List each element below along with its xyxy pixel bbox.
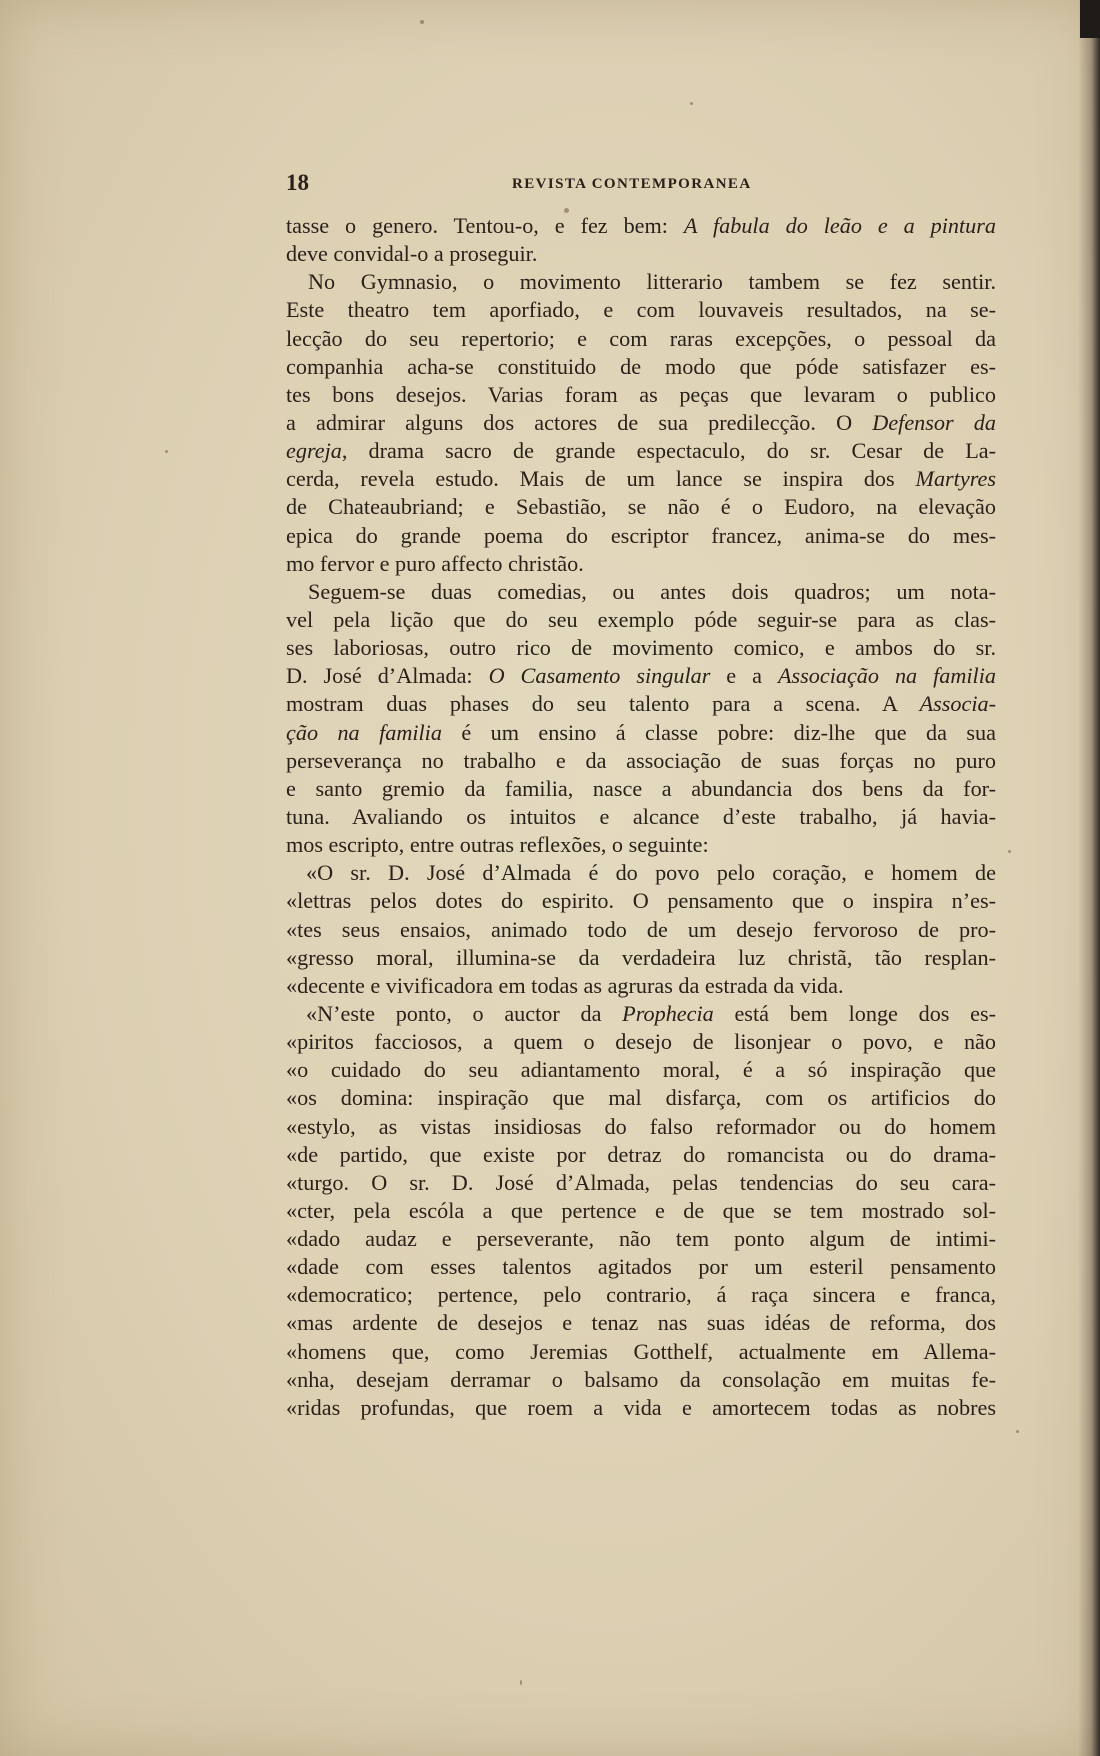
- text-line: [286, 437, 996, 465]
- text-segment: «dade com esses talentos agitados por um esteril pensamento: [286, 1254, 996, 1280]
- text-segment: «de partido, que existe por detraz do romancista ou do drama-: [286, 1141, 996, 1167]
- text-line: [286, 887, 996, 915]
- italic-title: Defensor da: [872, 409, 996, 435]
- text-line: [286, 1028, 996, 1056]
- text-line: [286, 522, 996, 550]
- text-segment: e a: [710, 663, 778, 689]
- text-line: [286, 1309, 996, 1337]
- text-line: [286, 662, 996, 690]
- text-line: [286, 606, 996, 634]
- text-segment: perseverança no trabalho e da associação de suas forças no puro: [286, 747, 996, 773]
- text-line: [286, 916, 996, 944]
- text-line: [286, 775, 996, 803]
- text-segment: «dado audaz e perseverante, não tem ponto algum de intimi-: [286, 1226, 996, 1252]
- text-segment: lecção do seu repertorio; e com raras excepções, o pessoal da: [286, 325, 996, 351]
- paragraph: [286, 578, 996, 859]
- text-line: [286, 634, 996, 662]
- paper-speck: [1016, 1430, 1019, 1433]
- text-segment: D. José d’Almada:: [286, 663, 489, 689]
- text-segment: «estylo, as vistas insidiosas do falso reformador ou do homem: [286, 1113, 996, 1139]
- text-segment: vel pela lição que do seu exemplo póde seguir-se para as clas-: [286, 606, 996, 632]
- text-line: [286, 719, 996, 747]
- text-segment: tasse o genero. Tentou-o, e fez bem:: [286, 213, 684, 238]
- text-segment: «ridas profundas, que roem a vida e amortecem todas as nobres: [286, 1394, 996, 1420]
- text-segment: «cter, pela escóla a que pertence e de que se tem mostrado sol-: [286, 1197, 996, 1223]
- text-segment: «lettras pelos dotes do espirito. O pensamento que o inspira n’es-: [286, 888, 996, 914]
- text-segment: «o cuidado do seu adiantamento moral, é a só inspiração que: [286, 1057, 996, 1083]
- paper-speck: [420, 20, 424, 24]
- text-line: [286, 1394, 996, 1422]
- text-segment: ses laboriosas, outro rico de movimento comico, e ambos do sr.: [286, 635, 996, 661]
- text-segment: cerda, revela estudo. Mais de um lance se inspira dos: [286, 466, 916, 492]
- quoted-paragraph: [286, 859, 996, 1000]
- paragraph: [286, 268, 996, 578]
- text-line: [286, 296, 996, 324]
- text-line: [286, 1113, 996, 1141]
- text-segment: tuna. Avaliando os intuitos e alcance d’este trabalho, já havia-: [286, 803, 996, 829]
- text-segment: «piritos facciosos, a quem o desejo de lisonjear o povo, e não: [286, 1029, 996, 1055]
- italic-title: Associação na familia: [777, 663, 996, 689]
- text-line: [286, 1253, 996, 1281]
- text-segment: mo fervor e puro affecto christão.: [286, 550, 584, 576]
- text-segment: «tes seus ensaios, animado todo de um desejo fervoroso de pro-: [286, 916, 996, 942]
- paper-speck: [520, 1680, 522, 1685]
- text-segment: «homens que, como Jeremias Gotthelf, actualmente em Allema-: [286, 1338, 996, 1364]
- text-line: [286, 550, 996, 578]
- italic-title: O Casamento singular: [488, 663, 711, 689]
- text-line: [286, 831, 996, 859]
- text-line: [286, 944, 996, 972]
- text-segment: a admirar alguns dos actores de sua predilecção. O: [286, 409, 873, 435]
- text-segment: «nha, desejam derramar o balsamo da consolação em muitas fe-: [286, 1366, 996, 1392]
- text-line: [286, 1197, 996, 1225]
- body-text: [286, 212, 996, 1422]
- italic-title: ção na familia: [286, 719, 442, 745]
- italic-title: Martyres: [915, 466, 996, 492]
- text-line: [286, 465, 996, 493]
- quoted-paragraph: [286, 1000, 996, 1422]
- paper-speck: [690, 102, 693, 105]
- paragraph: [286, 212, 996, 268]
- text-line: [286, 859, 996, 887]
- text-line: [286, 1169, 996, 1197]
- text-line: [286, 578, 996, 606]
- text-segment: tes bons desejos. Varias foram as peças que levaram o publico: [286, 381, 996, 407]
- italic-title: egreja: [286, 438, 342, 464]
- text-line: [286, 325, 996, 353]
- text-line: [286, 1084, 996, 1112]
- text-line: [286, 1281, 996, 1309]
- text-segment: Este theatro tem aporfiado, e com louvaveis resultados, na se-: [286, 297, 996, 323]
- text-line: [286, 212, 996, 240]
- text-line: [286, 1366, 996, 1394]
- text-line: [286, 1000, 996, 1028]
- text-segment: mos escripto, entre outras reflexões, o seguinte:: [286, 832, 709, 858]
- text-segment: «mas ardente de desejos e tenaz nas suas idéas de reforma, dos: [286, 1310, 996, 1336]
- text-segment: «democratico; pertence, pelo contrario, á raça sincera e franca,: [286, 1282, 996, 1308]
- italic-title: Prophecia: [622, 1000, 714, 1026]
- text-line: [286, 747, 996, 775]
- text-segment: , drama sacro de grande espectaculo, do sr. Cesar de La-: [341, 438, 996, 464]
- running-title: REVISTA CONTEMPORANEA: [512, 176, 752, 192]
- text-line: [286, 240, 996, 268]
- text-segment: companhia acha-se constituido de modo que póde satisfazer es-: [286, 353, 996, 379]
- page-number: 18: [286, 170, 309, 195]
- page-corner-notch: [1080, 0, 1100, 38]
- text-line: [286, 409, 996, 437]
- paper-speck: [1008, 850, 1011, 853]
- text-segment: Seguem-se duas comedias, ou antes dois quadros; um nota-: [308, 578, 996, 604]
- text-segment: é um ensino á classe pobre: diz-lhe que da sua: [441, 719, 996, 745]
- text-line: [286, 1225, 996, 1253]
- text-segment: epica do grande poema do escriptor francez, anima-se do mes-: [286, 522, 996, 548]
- paper-speck: [165, 450, 168, 453]
- text-line: [286, 1056, 996, 1084]
- text-line: [286, 493, 996, 521]
- text-segment: «turgo. O sr. D. José d’Almada, pelas tendencias do seu cara-: [286, 1169, 996, 1195]
- text-segment: deve convidal-o a proseguir.: [286, 241, 538, 267]
- text-segment: e santo gremio da familia, nasce a abundancia dos bens da for-: [286, 775, 996, 801]
- text-segment: está bem longe dos es-: [713, 1000, 997, 1026]
- italic-title: Associa-: [919, 691, 996, 717]
- text-segment: de Chateaubriand; e Sebastião, se não é o Eudoro, na elevação: [286, 494, 996, 520]
- page-header: [286, 170, 996, 200]
- text-line: [286, 353, 996, 381]
- text-line: [286, 268, 996, 296]
- text-segment: «os domina: inspiração que mal disfarça, com os artificios do: [286, 1085, 996, 1111]
- text-segment: mostram duas phases do seu talento para a scena. A: [286, 691, 920, 717]
- paper-speck: [564, 208, 569, 213]
- text-line: [286, 972, 996, 1000]
- text-segment: «O sr. D. José d’Almada é do povo pelo coração, e homem de: [306, 860, 996, 886]
- text-line: [286, 1338, 996, 1366]
- italic-title: A fabula do leão e a pintura: [683, 213, 997, 238]
- text-segment: «decente e vivificadora em todas as agruras da estrada da vida.: [286, 972, 844, 998]
- text-line: [286, 803, 996, 831]
- page-edge-shadow: [1078, 0, 1100, 1756]
- text-segment: «gresso moral, illumina-se da verdadeira luz christã, tão resplan-: [286, 944, 996, 970]
- text-line: [286, 1141, 996, 1169]
- text-segment: «N’este ponto, o auctor da: [306, 1000, 623, 1026]
- text-line: [286, 690, 996, 718]
- text-line: [286, 381, 996, 409]
- text-segment: No Gymnasio, o movimento litterario tambem se fez sentir.: [308, 269, 996, 295]
